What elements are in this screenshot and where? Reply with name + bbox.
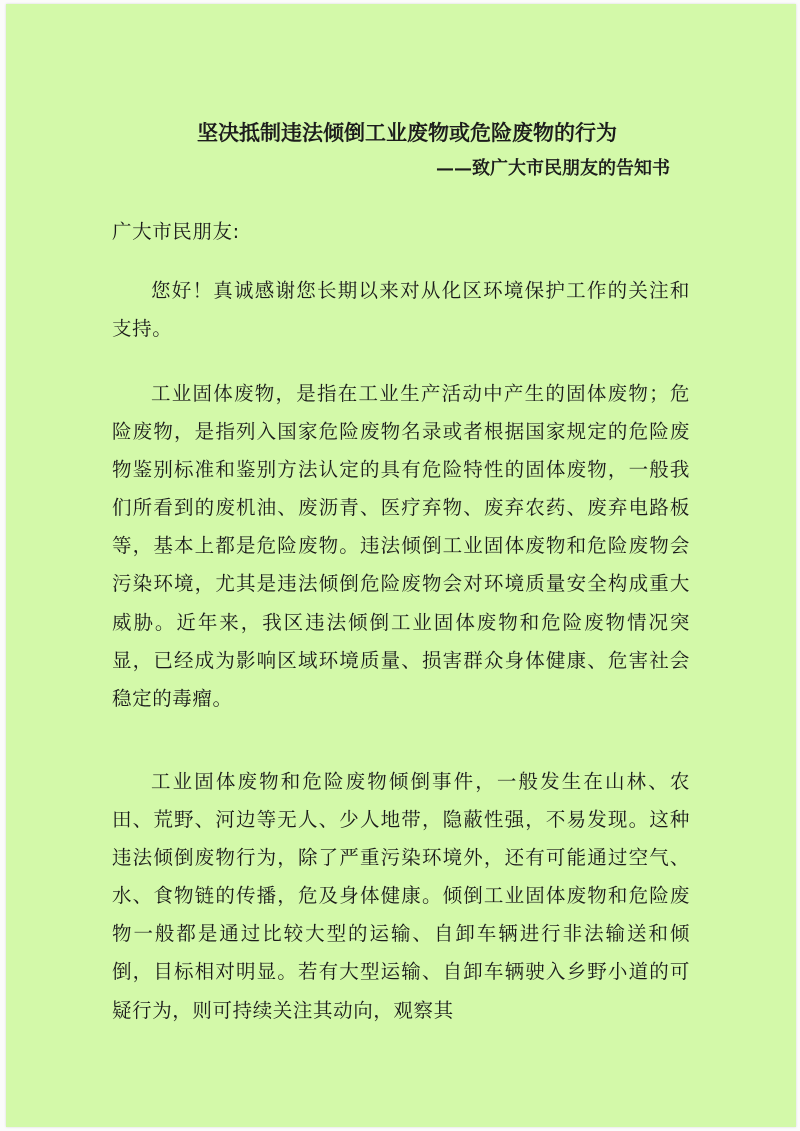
paragraph-definitions: 工业固体废物，是指在工业生产活动中产生的固体废物；危险废物，是指列入国家危险废物名录或者根据国家规定的危险废物鉴别标准和鉴别方法认定的具有危险特性的固体废物，一般我们所看到的废机油、废沥青、医疗弃物、废弃农药、废弃电路板等，基本上都是危险废物。违法倾倒工业固体废物和危险废物会污染环境，尤其是违法倾倒危险废物会对环境质量安全构成重大威胁。近年来，我区违法倾倒工业固体废物和危险废物情况突显，已经成为影响区域环境质量、损害群众身体健康、危害社会稳定的毒瘤。 <box>112 382 690 710</box>
paragraph-dumping-events: 工业固体废物和危险废物倾倒事件，一般发生在山林、农田、荒野、河边等无人、少人地带，隐蔽性强，不易发现。这种违法倾倒废物行为，除了严重污染环境外，还有可能通过空气、水、食物链的传播，危及身体健康。倾倒工业固体废物和危险废物一般都是通过比较大型的运输、自卸车辆进行非法输送和倾倒，目标相对明显。若有大型运输、自卸车辆驶入乡野小道的可疑行为，则可持续关注其动向，观察其 <box>112 770 690 1022</box>
document-title: 坚决抵制违法倾倒工业废物或危险废物的行为 <box>197 120 617 145</box>
document-subtitle: ——致广大市民朋友的告知书 <box>436 158 670 179</box>
document-page <box>6 4 796 1127</box>
paragraph-greeting: 您好！真诚感谢您长期以来对从化区环境保护工作的关注和支持。 <box>112 279 690 341</box>
salutation: 广大市民朋友: <box>112 220 240 243</box>
